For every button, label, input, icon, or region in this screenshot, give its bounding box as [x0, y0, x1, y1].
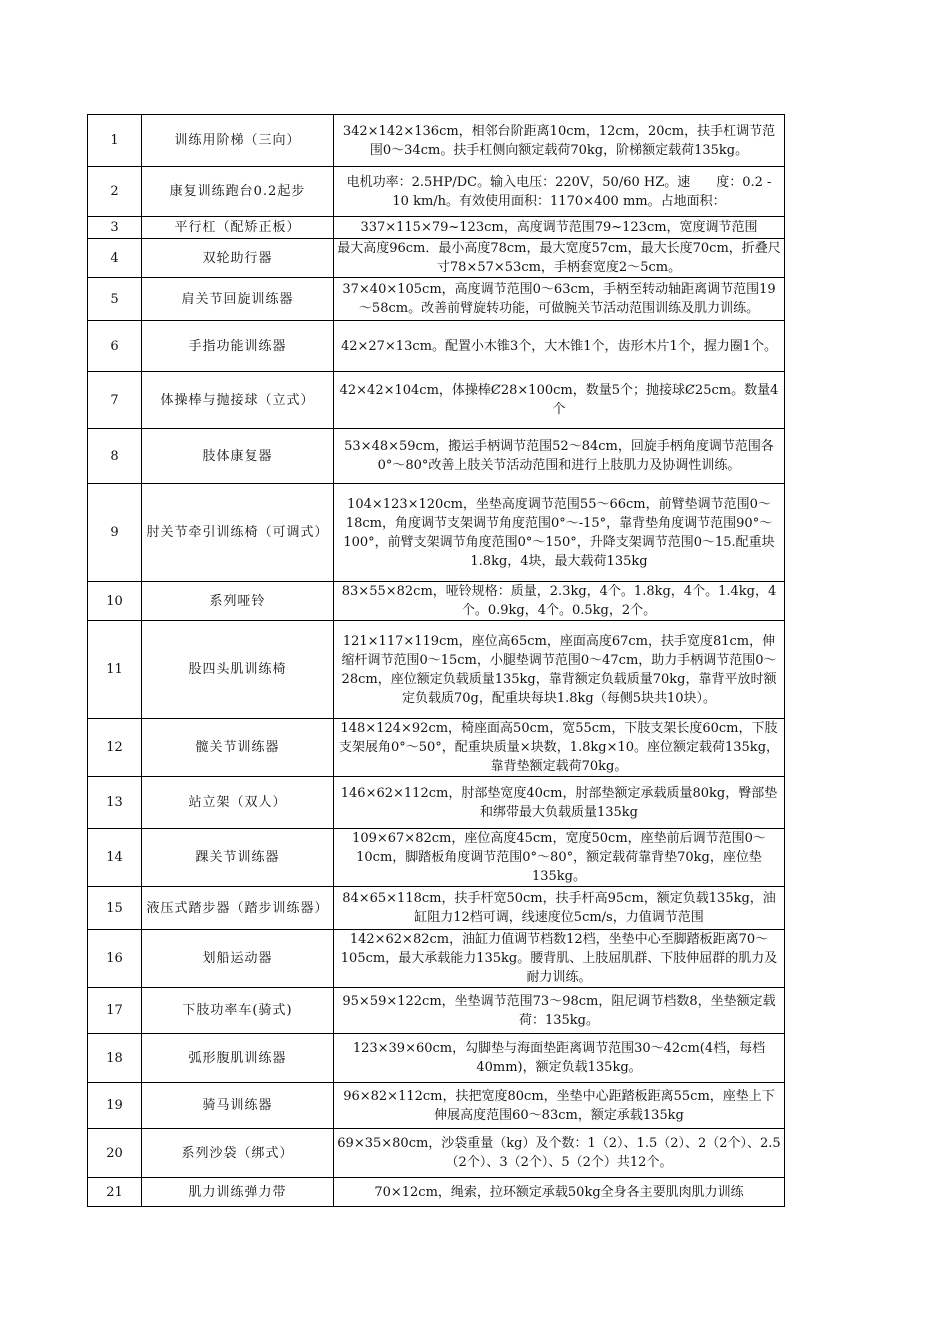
row-number: 6	[88, 321, 142, 372]
equipment-spec: 电机功率：2.5HP/DC。输入电压：220V，50/60 HZ。速 度：0.2 - 10 km/h。有效使用面积：1170×400 mm。占地面积：	[346, 174, 772, 209]
table-row	[88, 1129, 785, 1178]
equipment-name: 体操棒与抛接球（立式）	[142, 372, 334, 429]
table-row	[88, 582, 785, 621]
equipment-name: 双轮助行器	[142, 239, 334, 278]
equipment-name: 下肢功率车(骑式)	[142, 988, 334, 1034]
equipment-spec: 337×115×79~123cm，高度调节范围79~123cm，宽度调节范围	[360, 220, 758, 235]
table-row	[88, 321, 785, 372]
equipment-spec: 148×124×92cm，椅座面高50cm，宽55cm，下肢支架长度60cm，下肢支架展角0°～50°，配重块质量×块数，1.8kg×10。座位额定载荷135kg，靠背垫额定载荷70kg。	[338, 721, 780, 774]
table-row	[88, 484, 785, 582]
table-row	[88, 239, 785, 278]
equipment-spec-cell	[334, 829, 785, 887]
equipment-spec: 53×48×59cm，搬运手柄调节范围52～84cm，回旋手柄角度调节范围各0°～80°改善上肢关节活动范围和进行上肢肌力及协调性训练。	[344, 439, 774, 473]
equipment-spec: 96×82×112cm，扶把宽度80cm，坐垫中心距踏板距离55cm，座垫上下伸展高度范围60～83cm，额定承载135kg	[343, 1088, 775, 1123]
equipment-spec: 123×39×60cm，勾脚垫与海面垫距离调节范围30～42cm(4档，每档40mm)，额定负载135kg。	[352, 1041, 766, 1075]
equipment-name: 系列沙袋（绑式）	[142, 1129, 334, 1178]
equipment-name: 划船运动器	[142, 930, 334, 988]
row-number: 4	[88, 239, 142, 278]
equipment-spec: 42×27×13cm。配置小木锥3个，大木锥1个，齿形木片1个，握力圈1个。	[340, 338, 778, 354]
table-row	[88, 829, 785, 887]
equipment-spec: 70×12cm，绳索，拉环额定承载50kg全身各主要肌肉肌力训练	[374, 1184, 744, 1200]
equipment-table-body	[88, 115, 785, 1207]
table-row	[88, 930, 785, 988]
equipment-spec-cell	[334, 582, 785, 621]
equipment-spec: 121×117×119cm，座位高65cm，座面高度67cm，扶手宽度81cm，伸缩杆调节范围0～15cm，小腿垫调节范围0～47cm，助力手柄调节范围0～28cm，座位额定负载质量135kg，靠背额定负载质量70kg，靠背平放时额定负载质70g，配重块每块1.8kg（每侧5块共10块）。	[341, 633, 777, 706]
equipment-spec-cell	[334, 372, 785, 429]
row-number: 5	[88, 278, 142, 321]
equipment-spec: 146×62×112cm，肘部垫宽度40cm，肘部垫额定承载质量80kg，臀部垫和绑带最大负载质量135kg	[340, 785, 778, 820]
equipment-spec-cell	[334, 429, 785, 484]
equipment-name: 肘关节牵引训练椅（可调式）	[142, 484, 334, 582]
equipment-spec: 142×62×82cm，油缸力值调节档数12档，坐垫中心至脚踏板距离70～105cm，最大承载能力135kg。腰背肌、上肢屈肌群、下肢伸屈群的肌力及耐力训练。	[340, 932, 778, 985]
table-row	[88, 1034, 785, 1083]
equipment-spec-cell	[334, 484, 785, 582]
equipment-table	[87, 114, 785, 1207]
table-row	[88, 372, 785, 429]
equipment-spec: 84×65×118cm，扶手杆宽50cm，扶手杆高95cm，额定负载135kg，油缸阻力12档可调，线速度位5cm/s，力值调节范围	[342, 891, 776, 925]
row-number: 21	[88, 1178, 142, 1207]
row-number: 10	[88, 582, 142, 621]
equipment-spec-cell	[334, 719, 785, 777]
equipment-spec: 42×42×104cm，体操棒Ȼ28×100cm，数量5个；抛接球Ȼ25cm。数量4个	[339, 383, 779, 417]
equipment-name: 肩关节回旋训练器	[142, 278, 334, 321]
equipment-name: 训练用阶梯（三向）	[142, 115, 334, 167]
equipment-name: 髋关节训练器	[142, 719, 334, 777]
equipment-name: 系列哑铃	[142, 582, 334, 621]
table-row	[88, 1178, 785, 1207]
equipment-spec-cell	[334, 321, 785, 372]
equipment-spec-cell	[334, 930, 785, 988]
row-number: 16	[88, 930, 142, 988]
equipment-spec-cell	[334, 1034, 785, 1083]
equipment-spec-cell	[334, 1083, 785, 1129]
equipment-name: 肌力训练弹力带	[142, 1178, 334, 1207]
table-row	[88, 887, 785, 930]
equipment-name: 液压式踏步器（踏步训练器）	[142, 887, 334, 930]
row-number: 1	[88, 115, 142, 167]
equipment-spec-cell	[334, 217, 785, 239]
table-row	[88, 167, 785, 217]
equipment-spec: 95×59×122cm，坐垫调节范围73～98cm，阻尼调节档数8，坐垫额定载荷：135kg。	[342, 993, 776, 1028]
row-number: 15	[88, 887, 142, 930]
row-number: 14	[88, 829, 142, 887]
equipment-spec-cell	[334, 887, 785, 930]
table-row	[88, 278, 785, 321]
row-number: 17	[88, 988, 142, 1034]
row-number: 20	[88, 1129, 142, 1178]
row-number: 19	[88, 1083, 142, 1129]
equipment-name: 肢体康复器	[142, 429, 334, 484]
equipment-name: 站立架（双人）	[142, 777, 334, 829]
table-row	[88, 621, 785, 719]
table-row	[88, 988, 785, 1034]
equipment-spec: 342×142×136cm，相邻台阶距离10cm，12cm，20cm，扶手杠调节范围0～34cm。扶手杠侧向额定载荷70kg，阶梯额定载荷135kg。	[342, 123, 776, 158]
row-number: 12	[88, 719, 142, 777]
equipment-spec-cell	[334, 1178, 785, 1207]
row-number: 13	[88, 777, 142, 829]
equipment-spec-cell	[334, 167, 785, 217]
equipment-spec-cell	[334, 239, 785, 278]
equipment-name: 骑马训练器	[142, 1083, 334, 1129]
row-number: 8	[88, 429, 142, 484]
table-row	[88, 1083, 785, 1129]
row-number: 7	[88, 372, 142, 429]
row-number: 11	[88, 621, 142, 719]
table-row	[88, 429, 785, 484]
equipment-name: 手指功能训练器	[142, 321, 334, 372]
equipment-name: 弧形腹肌训练器	[142, 1034, 334, 1083]
equipment-spec-cell	[334, 621, 785, 719]
equipment-spec-cell	[334, 278, 785, 321]
row-number: 18	[88, 1034, 142, 1083]
equipment-name: 平行杠（配矫正板）	[142, 217, 334, 239]
equipment-spec: 109×67×82cm，座位高度45cm，宽度50cm，座垫前后调节范围0～10cm，脚踏板角度调节范围0°～80°，额定载荷靠背垫70kg，座位垫135kg。	[352, 831, 766, 884]
equipment-spec: 104×123×120cm，坐垫高度调节范围55～66cm，前臂垫调节范围0～18cm，角度调节支架调节角度范围0°～-15°，靠背垫角度调节范围90°～100°，前臂支架调节角度范围0°～150°，升降支架调节范围0～15.配重块1.8kg，4块，最大载荷135kg	[343, 496, 775, 569]
equipment-spec: 37×40×105cm，高度调节范围0～63cm，手柄至转动轴距离调节范围19～58cm。改善前臂旋转功能，可做腕关节活动范围训练及肌力训练。	[342, 282, 776, 316]
equipment-spec-cell	[334, 1129, 785, 1178]
row-number: 2	[88, 167, 142, 217]
equipment-name: 股四头肌训练椅	[142, 621, 334, 719]
equipment-name: 康复训练跑台0.2起步	[142, 167, 334, 217]
equipment-spec-cell	[334, 777, 785, 829]
table-row	[88, 217, 785, 239]
table-row	[88, 719, 785, 777]
equipment-spec-cell	[334, 115, 785, 167]
equipment-spec: 69×35×80cm，沙袋重量（kg）及个数：1（2）、1.5（2）、2（2个）、2.5（2个）、3（2个）、5（2个）共12个。	[337, 1136, 781, 1170]
row-number: 3	[88, 217, 142, 239]
equipment-spec: 83×55×82cm，哑铃规格：质量，2.3kg，4个。1.8kg，4个。1.4kg，4个。0.9kg，4个。0.5kg，2个。	[341, 584, 777, 618]
table-row	[88, 115, 785, 167]
equipment-spec: 最大高度96cm．最小高度78cm，最大宽度57cm，最大长度70cm，折叠尺寸78×57×53cm，手柄套宽度2～5cm。	[337, 241, 781, 275]
table-row	[88, 777, 785, 829]
equipment-name: 踝关节训练器	[142, 829, 334, 887]
equipment-spec-cell	[334, 988, 785, 1034]
row-number: 9	[88, 484, 142, 582]
